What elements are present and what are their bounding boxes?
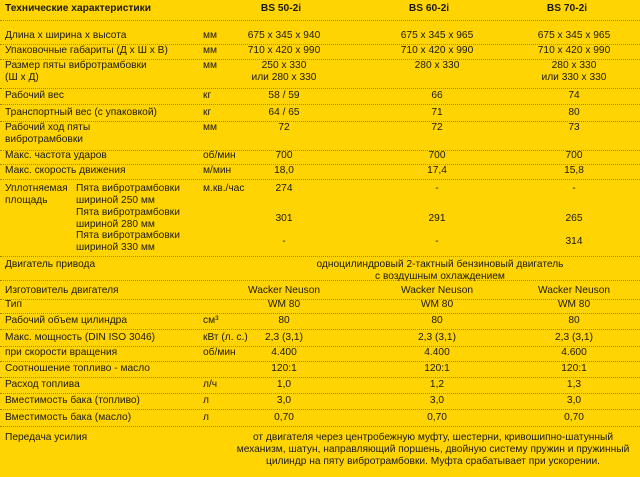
spec-value-line: 80 [568,107,580,118]
spec-row [0,165,640,177]
compaction-value: 301 [275,213,293,224]
compaction-block [0,183,640,253]
spec-value [522,165,626,177]
spec-value-line: 15,8 [564,165,584,176]
spec-value [522,90,626,102]
compaction-value: 291 [428,213,446,224]
spec-value-line: 710 х 420 х 990 [537,45,611,56]
compaction-value: 274 [275,183,293,194]
drive-label: Двигатель привода [5,259,96,270]
drive-text-line: одноцилиндровый 2-тактный бензиновый двигатель [316,259,564,270]
engine-value: 120:1 [424,363,450,374]
engine-label: Тип [5,299,22,310]
engine-label: Рабочий объем цилиндра [5,315,128,326]
compaction-sublabel [76,207,180,231]
spec-label-line: Рабочий вес [5,90,64,101]
engine-unit: об/мин [203,347,236,358]
engine-value: 120:1 [561,363,587,374]
row-separator [0,313,640,314]
engine-label: Макс. мощность (DIN ISO 3046) [5,332,156,343]
engine-value: 1,2 [429,379,445,390]
model-name: BS 50-2i [260,3,302,14]
spec-value [522,107,626,119]
spec-value [385,45,489,57]
engine-value: 3,0 [276,395,292,406]
engine-value: 2,3 (3,1) [418,332,456,343]
spec-value [385,60,489,72]
compaction-sublabel-line: шириной 250 мм [76,195,155,206]
row-separator [0,377,640,378]
spec-unit: мм [203,60,218,71]
compaction-subrow [0,230,640,254]
engine-row [0,363,640,375]
spec-value-line: 73 [568,122,580,133]
compaction-value: - [435,236,439,247]
transmission-text-line: цилиндр на пяту вибротрамбовки. Муфта срабатывает при ускорении. [266,456,600,467]
spec-label [5,45,168,57]
engine-label: при скорости вращения [5,347,118,358]
engine-value: 1,3 [566,379,582,390]
compaction-value: - [572,183,576,194]
transmission-row [0,432,640,472]
spec-value [232,165,336,177]
spec-value-line: 66 [431,90,443,101]
table-header [0,3,640,17]
compaction-sublabel [76,183,180,207]
spec-value [522,122,626,134]
compaction-sublabel-line: Пята вибротрамбовки [76,183,180,194]
spec-value-line: 72 [431,122,443,133]
spec-label-line: (Ш х Д) [5,72,39,83]
row-separator [0,179,640,180]
spec-value-line: 710 х 420 х 990 [247,45,321,56]
spec-row [0,150,640,162]
compaction-label-line: Уплотняемая [5,183,68,194]
model-name: BS 60-2i [408,3,450,14]
spec-value-line: 18,0 [274,165,294,176]
spec-value-line: 250 х 330 [261,60,307,71]
spec-label-line: Рабочий ход пяты [5,122,91,133]
compaction-label-line: площадь [5,195,48,206]
compaction-sublabel-line: Пята вибротрамбовки [76,230,180,241]
compaction-unit: м.кв./час [203,183,245,194]
engine-value: 1,0 [276,379,292,390]
row-separator [0,20,640,21]
drive-text-line: с воздушным охлаждением [375,271,505,282]
engine-label: Расход топлива [5,379,80,390]
spec-value [232,45,336,57]
spec-value-line: или 280 х 330 [251,72,317,83]
spec-row [0,30,640,42]
spec-label-line: Транспортный вес (с упаковкой) [5,107,157,118]
spec-value-line: 58 / 59 [268,90,300,101]
spec-value [385,122,489,134]
spec-value [522,150,626,162]
spec-value [385,90,489,102]
spec-row [0,45,640,57]
spec-value-line: 74 [568,90,580,101]
engine-value: 0,70 [274,412,294,423]
engine-label: Вместимость бака (масло) [5,412,132,423]
spec-label [5,122,90,146]
engine-value: 2,3 (3,1) [265,332,303,343]
spec-value [232,122,336,134]
row-separator [0,104,640,105]
engine-unit: л [203,412,209,423]
engine-value: Wacker Neuson [247,285,321,296]
spec-value-line: 72 [278,122,290,133]
spec-label [5,150,107,162]
engine-value: 0,70 [427,412,447,423]
engine-label: Изготовитель двигателя [5,285,119,296]
compaction-sublabel-line: Пята вибротрамбовки [76,207,180,218]
engine-row [0,412,640,424]
row-separator [0,393,640,394]
spec-value-line: 17,4 [427,165,447,176]
spec-unit: кг [203,107,212,118]
spec-unit: мм [203,30,218,41]
spec-value [385,150,489,162]
compaction-subrow [0,183,640,207]
engine-value: 120:1 [271,363,297,374]
engine-row [0,379,640,391]
engine-row [0,395,640,407]
spec-value [232,30,336,42]
spec-label-line: вибротрамбовки [5,134,83,145]
row-separator [0,426,640,427]
engine-value: Wacker Neuson [537,285,611,296]
spec-label-line: Длина х ширина х высота [5,30,127,41]
spec-label-line: Размер пяты вибротрамбовки [5,60,147,71]
engine-value: 2,3 (3,1) [555,332,593,343]
compaction-value: 314 [565,236,583,247]
transmission-text [226,432,640,468]
engine-value: 80 [568,315,580,326]
spec-value [522,45,626,57]
header-title: Технические характеристики [5,3,152,14]
compaction-value: 265 [565,213,583,224]
spec-row [0,60,640,86]
spec-value-line: или 330 х 330 [541,72,607,83]
spec-label [5,60,147,84]
spec-value [385,30,489,42]
compaction-subrow [0,207,640,231]
spec-value [522,30,626,42]
engine-value: 4.400 [424,347,450,358]
spec-value-line: 700 [275,150,293,161]
compaction-sublabel-line: шириной 330 мм [76,242,155,253]
spec-label-line: Макс. частота ударов [5,150,107,161]
compaction-sublabel [76,230,180,254]
spec-value [385,165,489,177]
engine-row [0,315,640,327]
engine-unit: кВт (л. с.) [203,332,248,343]
engine-row [0,332,640,344]
engine-value: 0,70 [564,412,584,423]
row-separator [0,361,640,362]
spec-value-line: 700 [565,150,583,161]
spec-value-line: 675 х 345 х 940 [247,30,321,41]
engine-value: WM 80 [557,299,591,310]
engine-unit: л [203,395,209,406]
spec-value-line: 675 х 345 х 965 [537,30,611,41]
spec-value-line: 64 / 65 [268,107,300,118]
spec-label-line: Макс. скорость движения [5,165,126,176]
spec-value-line: 700 [428,150,446,161]
engine-value: 4.600 [561,347,587,358]
row-separator [0,409,640,410]
row-separator [0,256,640,257]
spec-value-line: 675 х 345 х 965 [400,30,474,41]
spec-value-line: 280 х 330 [414,60,460,71]
spec-unit: мм [203,122,218,133]
transmission-text-line: от двигателя через центробежную муфту, шестерни, кривошипно-шатунный [252,432,614,443]
spec-value-line: 71 [431,107,443,118]
row-separator [0,329,640,330]
engine-value: 3,0 [429,395,445,406]
transmission-text-line: механизм, шатун, направляющий поршень, двойную систему пружин и пружинный [236,444,630,455]
spec-label [5,107,157,119]
transmission-label: Передача усилия [5,432,88,443]
engine-label: Вместимость бака (топливо) [5,395,140,406]
spec-value [232,90,336,102]
engine-unit: см³ [203,315,219,326]
engine-value: 80 [278,315,290,326]
row-separator [0,280,640,281]
spec-value [385,107,489,119]
spec-unit: об/мин [203,150,236,161]
spec-value [232,60,336,84]
model-name: BS 70-2i [546,3,588,14]
spec-row [0,90,640,102]
spec-label-line: Упаковочные габариты (Д х Ш х В) [5,45,168,56]
spec-value [232,107,336,119]
spec-unit: мм [203,45,218,56]
compaction-value: - [282,236,286,247]
row-separator [0,88,640,89]
spec-row [0,107,640,119]
engine-value: 3,0 [566,395,582,406]
spec-unit: м/мин [203,165,232,176]
engine-row [0,285,640,297]
engine-value: WM 80 [420,299,454,310]
spec-label [5,30,126,42]
spec-value [232,150,336,162]
compaction-sublabel-line: шириной 280 мм [76,219,155,230]
engine-row [0,299,640,311]
engine-value: 80 [431,315,443,326]
spec-value-line: 280 х 330 [551,60,597,71]
drive-row [0,259,640,285]
spec-unit: кг [203,90,212,101]
spec-value [522,60,626,84]
spec-label [5,90,64,102]
engine-value: 4.400 [271,347,297,358]
engine-row [0,347,640,359]
engine-value: WM 80 [267,299,301,310]
engine-value: Wacker Neuson [400,285,474,296]
engine-unit: л/ч [203,379,218,390]
spec-row [0,122,640,148]
compaction-value: - [435,183,439,194]
spec-value-line: 710 х 420 х 990 [400,45,474,56]
spec-label [5,165,126,177]
engine-label: Соотношение топливо - масло [5,363,150,374]
